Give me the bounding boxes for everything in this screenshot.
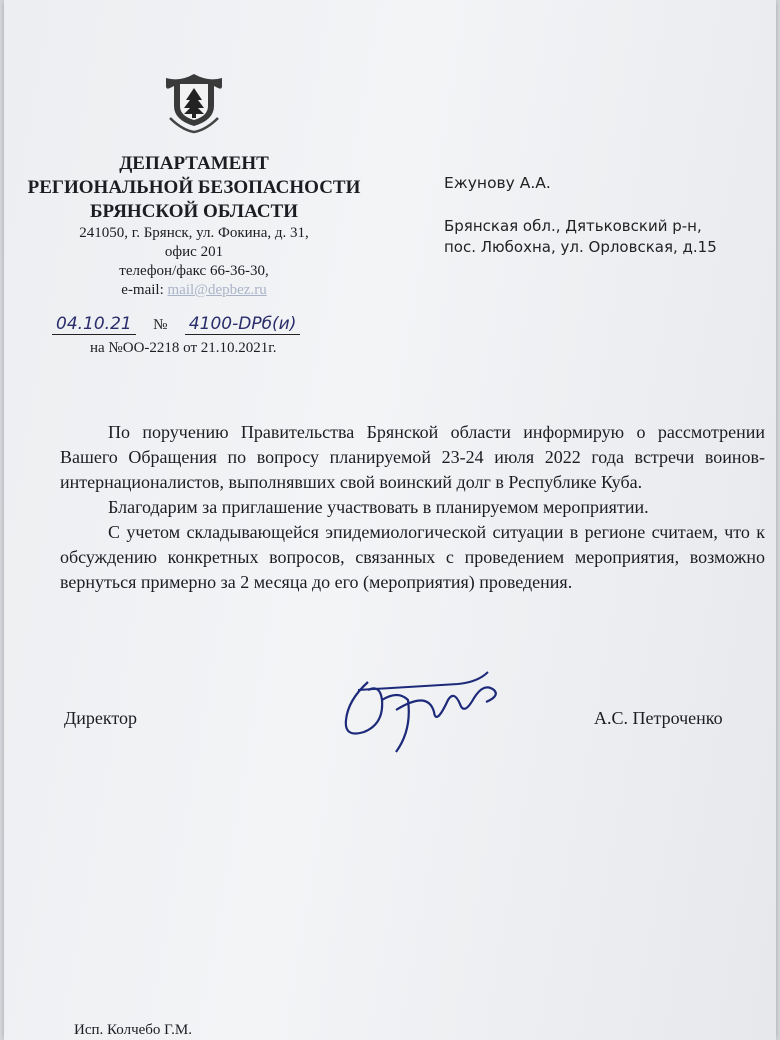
email-line: [4, 281, 384, 300]
executor-note: Исп. Колчебо Г.М.: [74, 1022, 192, 1038]
letter-sheet: [4, 0, 776, 1040]
outgoing-reg-number: 4100-DPб(и): [185, 314, 301, 335]
email-link[interactable]: mail@depbez.ru: [167, 282, 267, 298]
addressee-block: [444, 174, 717, 258]
body-paragraph: Благодарим за приглашение участвовать в планируемом мероприятии.: [108, 497, 649, 517]
department-name-line: РЕГИОНАЛЬНОЙ БЕЗОПАСНОСТИ: [27, 177, 361, 198]
address-line: 241050, г. Брянск, ул. Фокина, д. 31,: [79, 225, 309, 241]
signatory-title: Директор: [64, 708, 138, 728]
handwritten-signature: [338, 660, 508, 760]
sender-block: [4, 152, 384, 300]
phone-line: телефон/факс 66-36-30,: [119, 263, 269, 279]
reply-reference: на №ОО-2218 от 21.10.2021г.: [90, 340, 277, 356]
outgoing-date: 04.10.21: [52, 314, 136, 335]
signatory-name: А.С. Петроченко: [594, 708, 723, 728]
outgoing-number: [52, 314, 300, 335]
address-line: офис 201: [164, 244, 224, 260]
department-name-line: БРЯНСКОЙ ОБЛАСТИ: [89, 201, 299, 222]
email-label: e-mail:: [121, 282, 164, 298]
number-sign: №: [153, 317, 168, 333]
body-paragraph: С учетом складывающейся эпидемиологической ситуации в регионе считаем, что к обсуждению конкретных вопросов, связанных с проведением мероприятия, возможно вернуться примерно за 2 месяца до его (мероприятия) проведения.: [60, 522, 765, 592]
addressee-address-line: Брянская обл., Дятьковский р-н,: [444, 217, 702, 235]
body-paragraph: По поручению Правительства Брянской области информирую о рассмотрении Вашего Обращения по вопросу планируемой 23-24 июля 2022 года встречи воинов-интернационалистов, выполнявших свой воинский долг в Республике Куба.: [60, 422, 765, 492]
addressee-name: Ежунову А.А.: [444, 174, 551, 192]
coat-of-arms-icon: [160, 68, 228, 136]
addressee-address-line: пос. Любохна, ул. Орловская, д.15: [444, 238, 717, 256]
department-name-line: ДЕПАРТАМЕНТ: [119, 153, 269, 174]
letter-body: [60, 420, 765, 595]
